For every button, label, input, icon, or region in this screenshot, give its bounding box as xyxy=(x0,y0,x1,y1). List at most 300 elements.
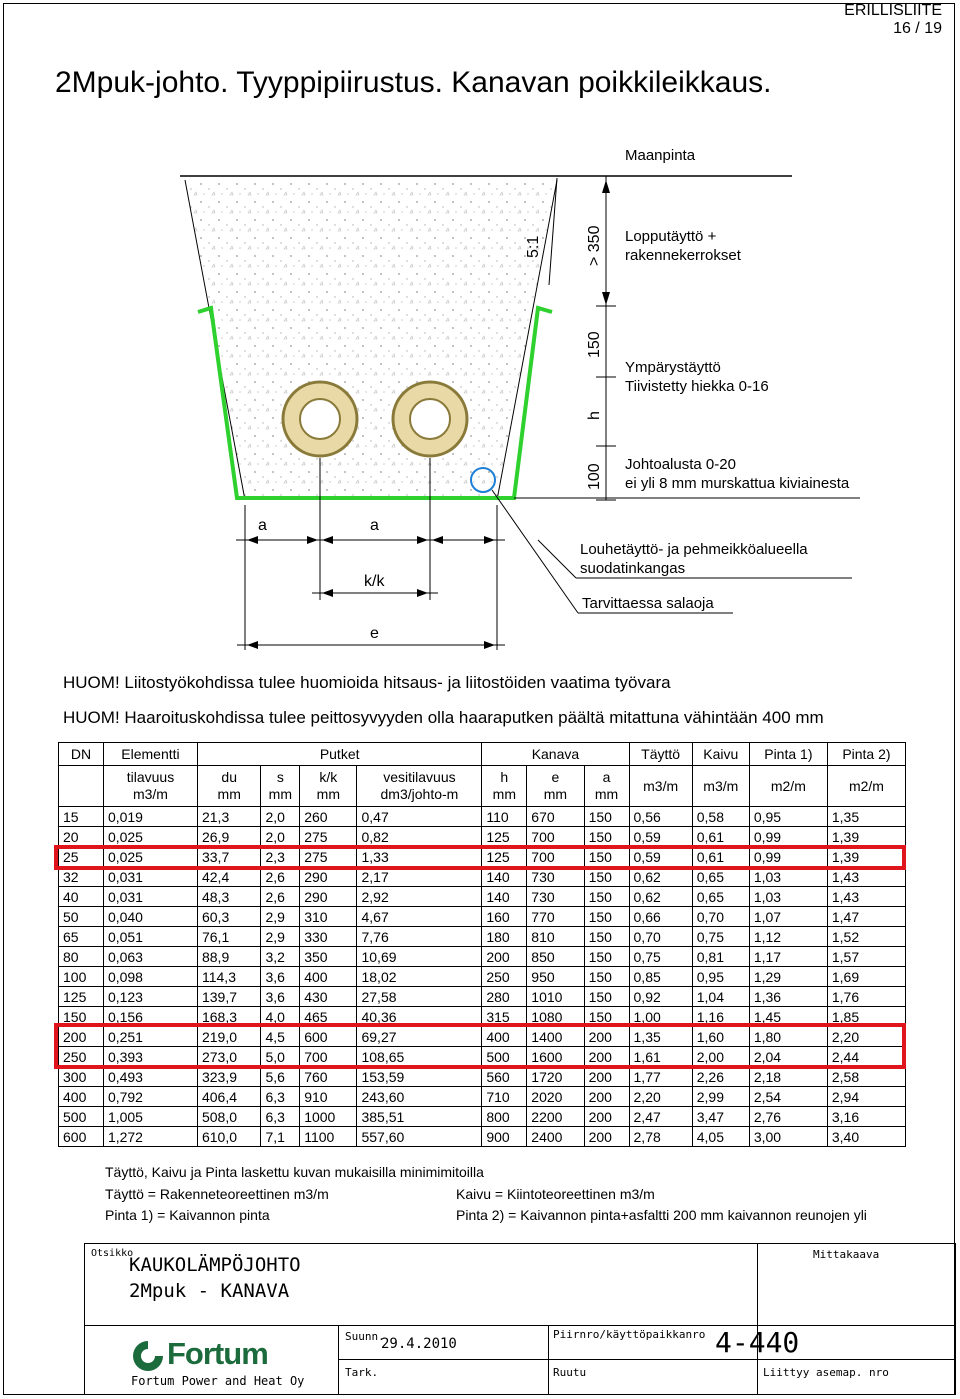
table-cell: 0,61 xyxy=(692,827,749,847)
cross-section-drawing xyxy=(0,0,960,660)
highlight-dn25 xyxy=(54,845,906,870)
table-cell: 0,025 xyxy=(103,847,197,867)
table-cell: 0,051 xyxy=(103,927,197,947)
table-cell: 4,05 xyxy=(692,1127,749,1147)
table-cell: 0,156 xyxy=(103,1007,197,1027)
attachment-label: ERILLISLIITE xyxy=(844,2,942,19)
table-cell: 1,005 xyxy=(103,1107,197,1127)
table-cell: 0,47 xyxy=(357,807,482,827)
sub-kk: k/k mm xyxy=(300,766,357,807)
sub-empty xyxy=(59,766,104,807)
table-cell: 200 xyxy=(584,1047,629,1067)
table-cell: 465 xyxy=(300,1007,357,1027)
table-cell: 0,75 xyxy=(629,947,692,967)
table-cell: 27,58 xyxy=(357,987,482,1007)
table-cell: 6,3 xyxy=(261,1107,300,1127)
table-cell: 1,07 xyxy=(749,907,827,927)
table-cell: 1,12 xyxy=(749,927,827,947)
table-cell: 1,57 xyxy=(827,947,905,967)
table-cell: 0,025 xyxy=(103,827,197,847)
table-cell: 150 xyxy=(584,967,629,987)
table-cell: 0,65 xyxy=(692,887,749,907)
sub-vesi: vesitilavuus dm3/johto-m xyxy=(357,766,482,807)
table-cell: 557,60 xyxy=(357,1127,482,1147)
table-cell: 900 xyxy=(482,1127,527,1147)
highlight-dn200-250 xyxy=(54,1023,906,1069)
table-cell: 0,62 xyxy=(629,867,692,887)
table-cell: 315 xyxy=(482,1007,527,1027)
table-row xyxy=(59,807,906,827)
dim-150-label: 150 xyxy=(586,331,603,358)
table-cell: 1,76 xyxy=(827,987,905,1007)
table-cell: 850 xyxy=(527,947,584,967)
sub-h: h mm xyxy=(482,766,527,807)
table-cell: 50 xyxy=(59,907,104,927)
table-cell: 0,58 xyxy=(692,807,749,827)
table-cell: 0,063 xyxy=(103,947,197,967)
table-cell: 200 xyxy=(584,1087,629,1107)
table-cell: 150 xyxy=(584,907,629,927)
table-cell: 3,40 xyxy=(827,1127,905,1147)
col-pinta2: Pinta 2) xyxy=(827,743,905,766)
sub-pinta1: m2/m xyxy=(749,766,827,807)
table-cell: 330 xyxy=(300,927,357,947)
table-row xyxy=(59,827,906,847)
table-cell: 110 xyxy=(482,807,527,827)
table-cell: 250 xyxy=(59,1047,104,1067)
table-cell: 0,65 xyxy=(692,867,749,887)
table-cell: 1,33 xyxy=(357,847,482,867)
title-line1: KAUKOLÄMPÖJOHTO xyxy=(129,1254,301,1276)
table-cell: 18,02 xyxy=(357,967,482,987)
table-row xyxy=(59,1107,906,1127)
table-cell: 200 xyxy=(584,1127,629,1147)
table-cell: 10,69 xyxy=(357,947,482,967)
table-cell: 2,0 xyxy=(261,827,300,847)
table-cell: 273,0 xyxy=(197,1047,260,1067)
table-cell: 800 xyxy=(482,1107,527,1127)
table-cell: 76,1 xyxy=(197,927,260,947)
trench-fill xyxy=(185,180,557,500)
note-2: HUOM! Haaroituskohdissa tulee peittosyvyyden olla haaraputken päältä mitattuna vähintään 400 mm xyxy=(63,708,824,727)
dim-e-label: e xyxy=(370,625,379,642)
table-cell: 3,2 xyxy=(261,947,300,967)
table-cell: 20 xyxy=(59,827,104,847)
mittakaava-label: Mittakaava xyxy=(813,1248,880,1261)
table-cell: 2,00 xyxy=(692,1047,749,1067)
table-row xyxy=(59,987,906,1007)
table-cell: 5,6 xyxy=(261,1067,300,1087)
table-cell: 2020 xyxy=(527,1087,584,1107)
table-cell: 100 xyxy=(59,967,104,987)
col-putket: Putket xyxy=(197,743,481,766)
table-cell: 40 xyxy=(59,887,104,907)
page-title: 2Mpuk-johto. Tyyppipiirustus. Kanavan poikkileikkaus. xyxy=(55,66,772,99)
table-cell: 1,35 xyxy=(629,1027,692,1047)
table-cell: 125 xyxy=(59,987,104,1007)
table-cell: 810 xyxy=(527,927,584,947)
fabric-line2: suodatinkangas xyxy=(580,560,686,577)
table-cell: 26,9 xyxy=(197,827,260,847)
table-cell: 1,36 xyxy=(749,987,827,1007)
table-cell: 0,66 xyxy=(629,907,692,927)
table-row xyxy=(59,887,906,907)
table-cell: 108,65 xyxy=(357,1047,482,1067)
table-cell: 200 xyxy=(482,947,527,967)
table-cell: 250 xyxy=(482,967,527,987)
table-cell: 7,76 xyxy=(357,927,482,947)
table-cell: 0,85 xyxy=(629,967,692,987)
table-cell: 150 xyxy=(584,887,629,907)
otsikko-label: Otsikko xyxy=(91,1248,134,1259)
table-cell: 0,70 xyxy=(692,907,749,927)
table-cell: 2,78 xyxy=(629,1127,692,1147)
table-cell: 243,60 xyxy=(357,1087,482,1107)
table-cell: 400 xyxy=(482,1027,527,1047)
pipe-left xyxy=(283,382,357,456)
dim-kk-label: k/k xyxy=(364,573,385,590)
table-cell: 0,098 xyxy=(103,967,197,987)
table-cell: 0,82 xyxy=(357,827,482,847)
table-cell: 0,81 xyxy=(692,947,749,967)
table-cell: 500 xyxy=(59,1107,104,1127)
table-cell: 200 xyxy=(584,1067,629,1087)
table-group-header xyxy=(59,743,906,766)
table-cell: 2,0 xyxy=(261,807,300,827)
table-cell: 4,67 xyxy=(357,907,482,927)
date: 29.4.2010 xyxy=(381,1336,457,1352)
footnote-taytto: Täyttö = Rakenneteoreettinen m3/m xyxy=(105,1186,329,1202)
table-cell: 2,6 xyxy=(261,887,300,907)
company-name: Fortum Power and Heat Oy xyxy=(131,1374,305,1388)
col-kaivu: Kaivu xyxy=(692,743,749,766)
sub-kaivu: m3/m xyxy=(692,766,749,807)
table-row xyxy=(59,967,906,987)
table-cell: 700 xyxy=(527,827,584,847)
table-cell: 219,0 xyxy=(197,1027,260,1047)
table-cell: 670 xyxy=(527,807,584,827)
dimension-table xyxy=(58,742,906,1147)
table-cell: 2,54 xyxy=(749,1087,827,1107)
table-cell: 3,00 xyxy=(749,1127,827,1147)
table-cell: 125 xyxy=(482,847,527,867)
table-cell: 0,031 xyxy=(103,887,197,907)
table-cell: 1,00 xyxy=(629,1007,692,1027)
dim-h-label: h xyxy=(586,411,603,420)
table-cell: 0,61 xyxy=(692,847,749,867)
table-cell: 2,04 xyxy=(749,1047,827,1067)
table-cell: 260 xyxy=(300,807,357,827)
table-cell: 60,3 xyxy=(197,907,260,927)
page-number: 16 / 19 xyxy=(893,20,942,37)
table-cell: 350 xyxy=(300,947,357,967)
table-cell: 275 xyxy=(300,847,357,867)
table-cell: 0,75 xyxy=(692,927,749,947)
table-cell: 0,95 xyxy=(749,807,827,827)
title-block xyxy=(84,1243,956,1395)
table-cell: 710 xyxy=(482,1087,527,1107)
table-cell: 200 xyxy=(584,1107,629,1127)
table-cell: 21,3 xyxy=(197,807,260,827)
table-cell: 1,16 xyxy=(692,1007,749,1027)
layer-top-line1: Lopputäyttö + xyxy=(625,228,717,245)
table-cell: 1,77 xyxy=(629,1067,692,1087)
table-cell: 1,60 xyxy=(692,1027,749,1047)
table-cell: 508,0 xyxy=(197,1107,260,1127)
table-cell: 1,47 xyxy=(827,907,905,927)
table-cell: 560 xyxy=(482,1067,527,1087)
table-cell: 2200 xyxy=(527,1107,584,1127)
table-cell: 150 xyxy=(584,827,629,847)
title-line2: 2Mpuk - KANAVA xyxy=(129,1280,290,1302)
table-cell: 0,99 xyxy=(749,847,827,867)
table-cell: 1,272 xyxy=(103,1127,197,1147)
table-cell: 153,59 xyxy=(357,1067,482,1087)
table-cell: 730 xyxy=(527,867,584,887)
table-cell: 1,35 xyxy=(827,807,905,827)
table-row xyxy=(59,927,906,947)
table-cell: 910 xyxy=(300,1087,357,1107)
table-cell: 280 xyxy=(482,987,527,1007)
table-cell: 1,69 xyxy=(827,967,905,987)
table-cell: 2,92 xyxy=(357,887,482,907)
table-cell: 1100 xyxy=(300,1127,357,1147)
table-cell: 4,0 xyxy=(261,1007,300,1027)
table-cell: 2,20 xyxy=(629,1087,692,1107)
table-cell: 385,51 xyxy=(357,1107,482,1127)
table-cell: 2,20 xyxy=(827,1027,905,1047)
fortum-logo-icon xyxy=(131,1339,165,1373)
table-row xyxy=(59,907,906,927)
sub-pinta2: m2/m xyxy=(827,766,905,807)
layer-top-line2: rakennekerrokset xyxy=(625,247,741,264)
table-cell: 40,36 xyxy=(357,1007,482,1027)
table-cell: 2,6 xyxy=(261,867,300,887)
table-cell: 0,031 xyxy=(103,867,197,887)
table-cell: 3,6 xyxy=(261,987,300,1007)
table-cell: 2,76 xyxy=(749,1107,827,1127)
table-row xyxy=(59,947,906,967)
suunn-label: Suunn. xyxy=(345,1330,385,1343)
table-cell: 150 xyxy=(584,847,629,867)
table-cell: 160 xyxy=(482,907,527,927)
table-cell: 180 xyxy=(482,927,527,947)
table-cell: 323,9 xyxy=(197,1067,260,1087)
table-cell: 0,792 xyxy=(103,1087,197,1107)
table-cell: 80 xyxy=(59,947,104,967)
table-cell: 310 xyxy=(300,907,357,927)
table-cell: 200 xyxy=(584,1027,629,1047)
table-unit-header xyxy=(59,766,906,807)
col-elementti: Elementti xyxy=(103,743,197,766)
table-cell: 400 xyxy=(300,967,357,987)
table-cell: 168,3 xyxy=(197,1007,260,1027)
table-cell: 300 xyxy=(59,1067,104,1087)
sub-tilavuus: tilavuus m3/m xyxy=(103,766,197,807)
table-cell: 25 xyxy=(59,847,104,867)
sub-e: e mm xyxy=(527,766,584,807)
liittyy-label: Liittyy asemap. nro xyxy=(763,1366,889,1379)
table-cell: 42,4 xyxy=(197,867,260,887)
table-cell: 0,393 xyxy=(103,1047,197,1067)
table-cell: 290 xyxy=(300,867,357,887)
table-cell: 88,9 xyxy=(197,947,260,967)
sub-a: a mm xyxy=(584,766,629,807)
table-cell: 1,39 xyxy=(827,827,905,847)
table-cell: 2,18 xyxy=(749,1067,827,1087)
col-taytto: Täyttö xyxy=(629,743,692,766)
fortum-logo-text: Fortum xyxy=(167,1336,268,1371)
layer-bottom-line1: Johtoalusta 0-20 xyxy=(625,456,736,473)
table-cell: 406,4 xyxy=(197,1087,260,1107)
table-cell: 48,3 xyxy=(197,887,260,907)
table-cell: 700 xyxy=(300,1047,357,1067)
sub-du: du mm xyxy=(197,766,260,807)
table-cell: 150 xyxy=(584,987,629,1007)
col-dn: DN xyxy=(59,743,104,766)
table-cell: 150 xyxy=(584,867,629,887)
table-cell: 32 xyxy=(59,867,104,887)
table-cell: 760 xyxy=(300,1067,357,1087)
table-row xyxy=(59,1127,906,1147)
table-cell: 0,493 xyxy=(103,1067,197,1087)
table-cell: 1,03 xyxy=(749,887,827,907)
table-cell: 1010 xyxy=(527,987,584,1007)
dim-a-left: a xyxy=(258,517,267,534)
ground-label: Maanpinta xyxy=(625,147,696,164)
table-cell: 1600 xyxy=(527,1047,584,1067)
col-kanava: Kanava xyxy=(482,743,629,766)
table-cell: 1,85 xyxy=(827,1007,905,1027)
table-cell: 5,0 xyxy=(261,1047,300,1067)
table-cell: 2,9 xyxy=(261,907,300,927)
ruutu-label: Ruutu xyxy=(553,1366,587,1379)
table-cell: 610,0 xyxy=(197,1127,260,1147)
table-cell: 700 xyxy=(527,847,584,867)
table-cell: 2,17 xyxy=(357,867,482,887)
table-cell: 3,47 xyxy=(692,1107,749,1127)
table-cell: 2,3 xyxy=(261,847,300,867)
table-cell: 1,61 xyxy=(629,1047,692,1067)
table-cell: 770 xyxy=(527,907,584,927)
table-cell: 2,9 xyxy=(261,927,300,947)
table-cell: 950 xyxy=(527,967,584,987)
table-cell: 430 xyxy=(300,987,357,1007)
table-cell: 150 xyxy=(584,807,629,827)
footnote-pinta2: Pinta 2) = Kaivannon pinta+asfaltti 200 mm kaivannon reunojen yli xyxy=(456,1207,867,1223)
col-pinta1: Pinta 1) xyxy=(749,743,827,766)
table-cell: 150 xyxy=(584,947,629,967)
table-cell: 2,47 xyxy=(629,1107,692,1127)
table-cell: 6,3 xyxy=(261,1087,300,1107)
table-cell: 2,58 xyxy=(827,1067,905,1087)
table-cell: 140 xyxy=(482,867,527,887)
table-cell: 15 xyxy=(59,807,104,827)
table-cell: 150 xyxy=(59,1007,104,1027)
table-cell: 1000 xyxy=(300,1107,357,1127)
table-cell: 125 xyxy=(482,827,527,847)
table-cell: 1,29 xyxy=(749,967,827,987)
table-cell: 3,6 xyxy=(261,967,300,987)
table-cell: 0,59 xyxy=(629,847,692,867)
table-cell: 4,5 xyxy=(261,1027,300,1047)
table-cell: 2400 xyxy=(527,1127,584,1147)
table-cell: 0,040 xyxy=(103,907,197,927)
table-cell: 69,27 xyxy=(357,1027,482,1047)
table-cell: 1,43 xyxy=(827,887,905,907)
slope-label: 5:1 xyxy=(525,235,542,258)
table-cell: 3,16 xyxy=(827,1107,905,1127)
table-cell: 140 xyxy=(482,887,527,907)
table-cell: 0,99 xyxy=(749,827,827,847)
table-cell: 1,80 xyxy=(749,1027,827,1047)
dim-top-label: > 350 xyxy=(586,225,603,266)
table-cell: 0,70 xyxy=(629,927,692,947)
table-cell: 200 xyxy=(59,1027,104,1047)
table-cell: 114,3 xyxy=(197,967,260,987)
table-cell: 2,26 xyxy=(692,1067,749,1087)
table-cell: 500 xyxy=(482,1047,527,1067)
footnote-line1: Täyttö, Kaivu ja Pinta laskettu kuvan mukaisilla minimimitoilla xyxy=(105,1164,484,1180)
dim-a-right: a xyxy=(370,517,379,534)
pipe-right xyxy=(393,382,467,456)
table-cell: 400 xyxy=(59,1087,104,1107)
table-cell: 139,7 xyxy=(197,987,260,1007)
table-row xyxy=(59,1067,906,1087)
note-1: HUOM! Liitostyökohdissa tulee huomioida hitsaus- ja liitostöiden vaatima työvara xyxy=(63,673,671,692)
footnote-pinta1: Pinta 1) = Kaivannon pinta xyxy=(105,1207,270,1223)
layer-bottom-line2: ei yli 8 mm murskattua kiviainesta xyxy=(625,475,850,492)
table-cell: 275 xyxy=(300,827,357,847)
table-cell: 0,019 xyxy=(103,807,197,827)
table-cell: 2,44 xyxy=(827,1047,905,1067)
footnote-kaivu: Kaivu = Kiintoteoreettinen m3/m xyxy=(456,1186,655,1202)
table-cell: 0,251 xyxy=(103,1027,197,1047)
table-cell: 7,1 xyxy=(261,1127,300,1147)
tark-label: Tark. xyxy=(345,1366,379,1379)
table-cell: 0,123 xyxy=(103,987,197,1007)
table-cell: 1,45 xyxy=(749,1007,827,1027)
table-cell: 0,95 xyxy=(692,967,749,987)
table-row xyxy=(59,1087,906,1107)
table-cell: 1720 xyxy=(527,1067,584,1087)
table-cell: 1,52 xyxy=(827,927,905,947)
drawing-number: 4-440 xyxy=(715,1326,800,1359)
drain-label: Tarvittaessa salaoja xyxy=(582,595,714,612)
layer-mid-line1: Ympärystäyttö xyxy=(625,359,721,376)
table-cell: 1,03 xyxy=(749,867,827,887)
table-cell: 2,94 xyxy=(827,1087,905,1107)
table-cell: 1080 xyxy=(527,1007,584,1027)
fabric-line1: Louhetäyttö- ja pehmeikköalueella xyxy=(580,541,808,558)
table-cell: 0,92 xyxy=(629,987,692,1007)
table-cell: 1,04 xyxy=(692,987,749,1007)
table-cell: 65 xyxy=(59,927,104,947)
piirno-label: Piirnro/käyttöpaikkanro xyxy=(553,1328,706,1341)
sub-taytto: m3/m xyxy=(629,766,692,807)
table-cell: 2,99 xyxy=(692,1087,749,1107)
table-cell: 600 xyxy=(59,1127,104,1147)
layer-mid-line2: Tiivistetty hiekka 0-16 xyxy=(625,378,769,395)
table-cell: 730 xyxy=(527,887,584,907)
table-cell: 1,39 xyxy=(827,847,905,867)
table-cell: 33,7 xyxy=(197,847,260,867)
table-cell: 150 xyxy=(584,927,629,947)
table-cell: 0,59 xyxy=(629,827,692,847)
table-cell: 290 xyxy=(300,887,357,907)
table-cell: 1,43 xyxy=(827,867,905,887)
table-cell: 1,17 xyxy=(749,947,827,967)
